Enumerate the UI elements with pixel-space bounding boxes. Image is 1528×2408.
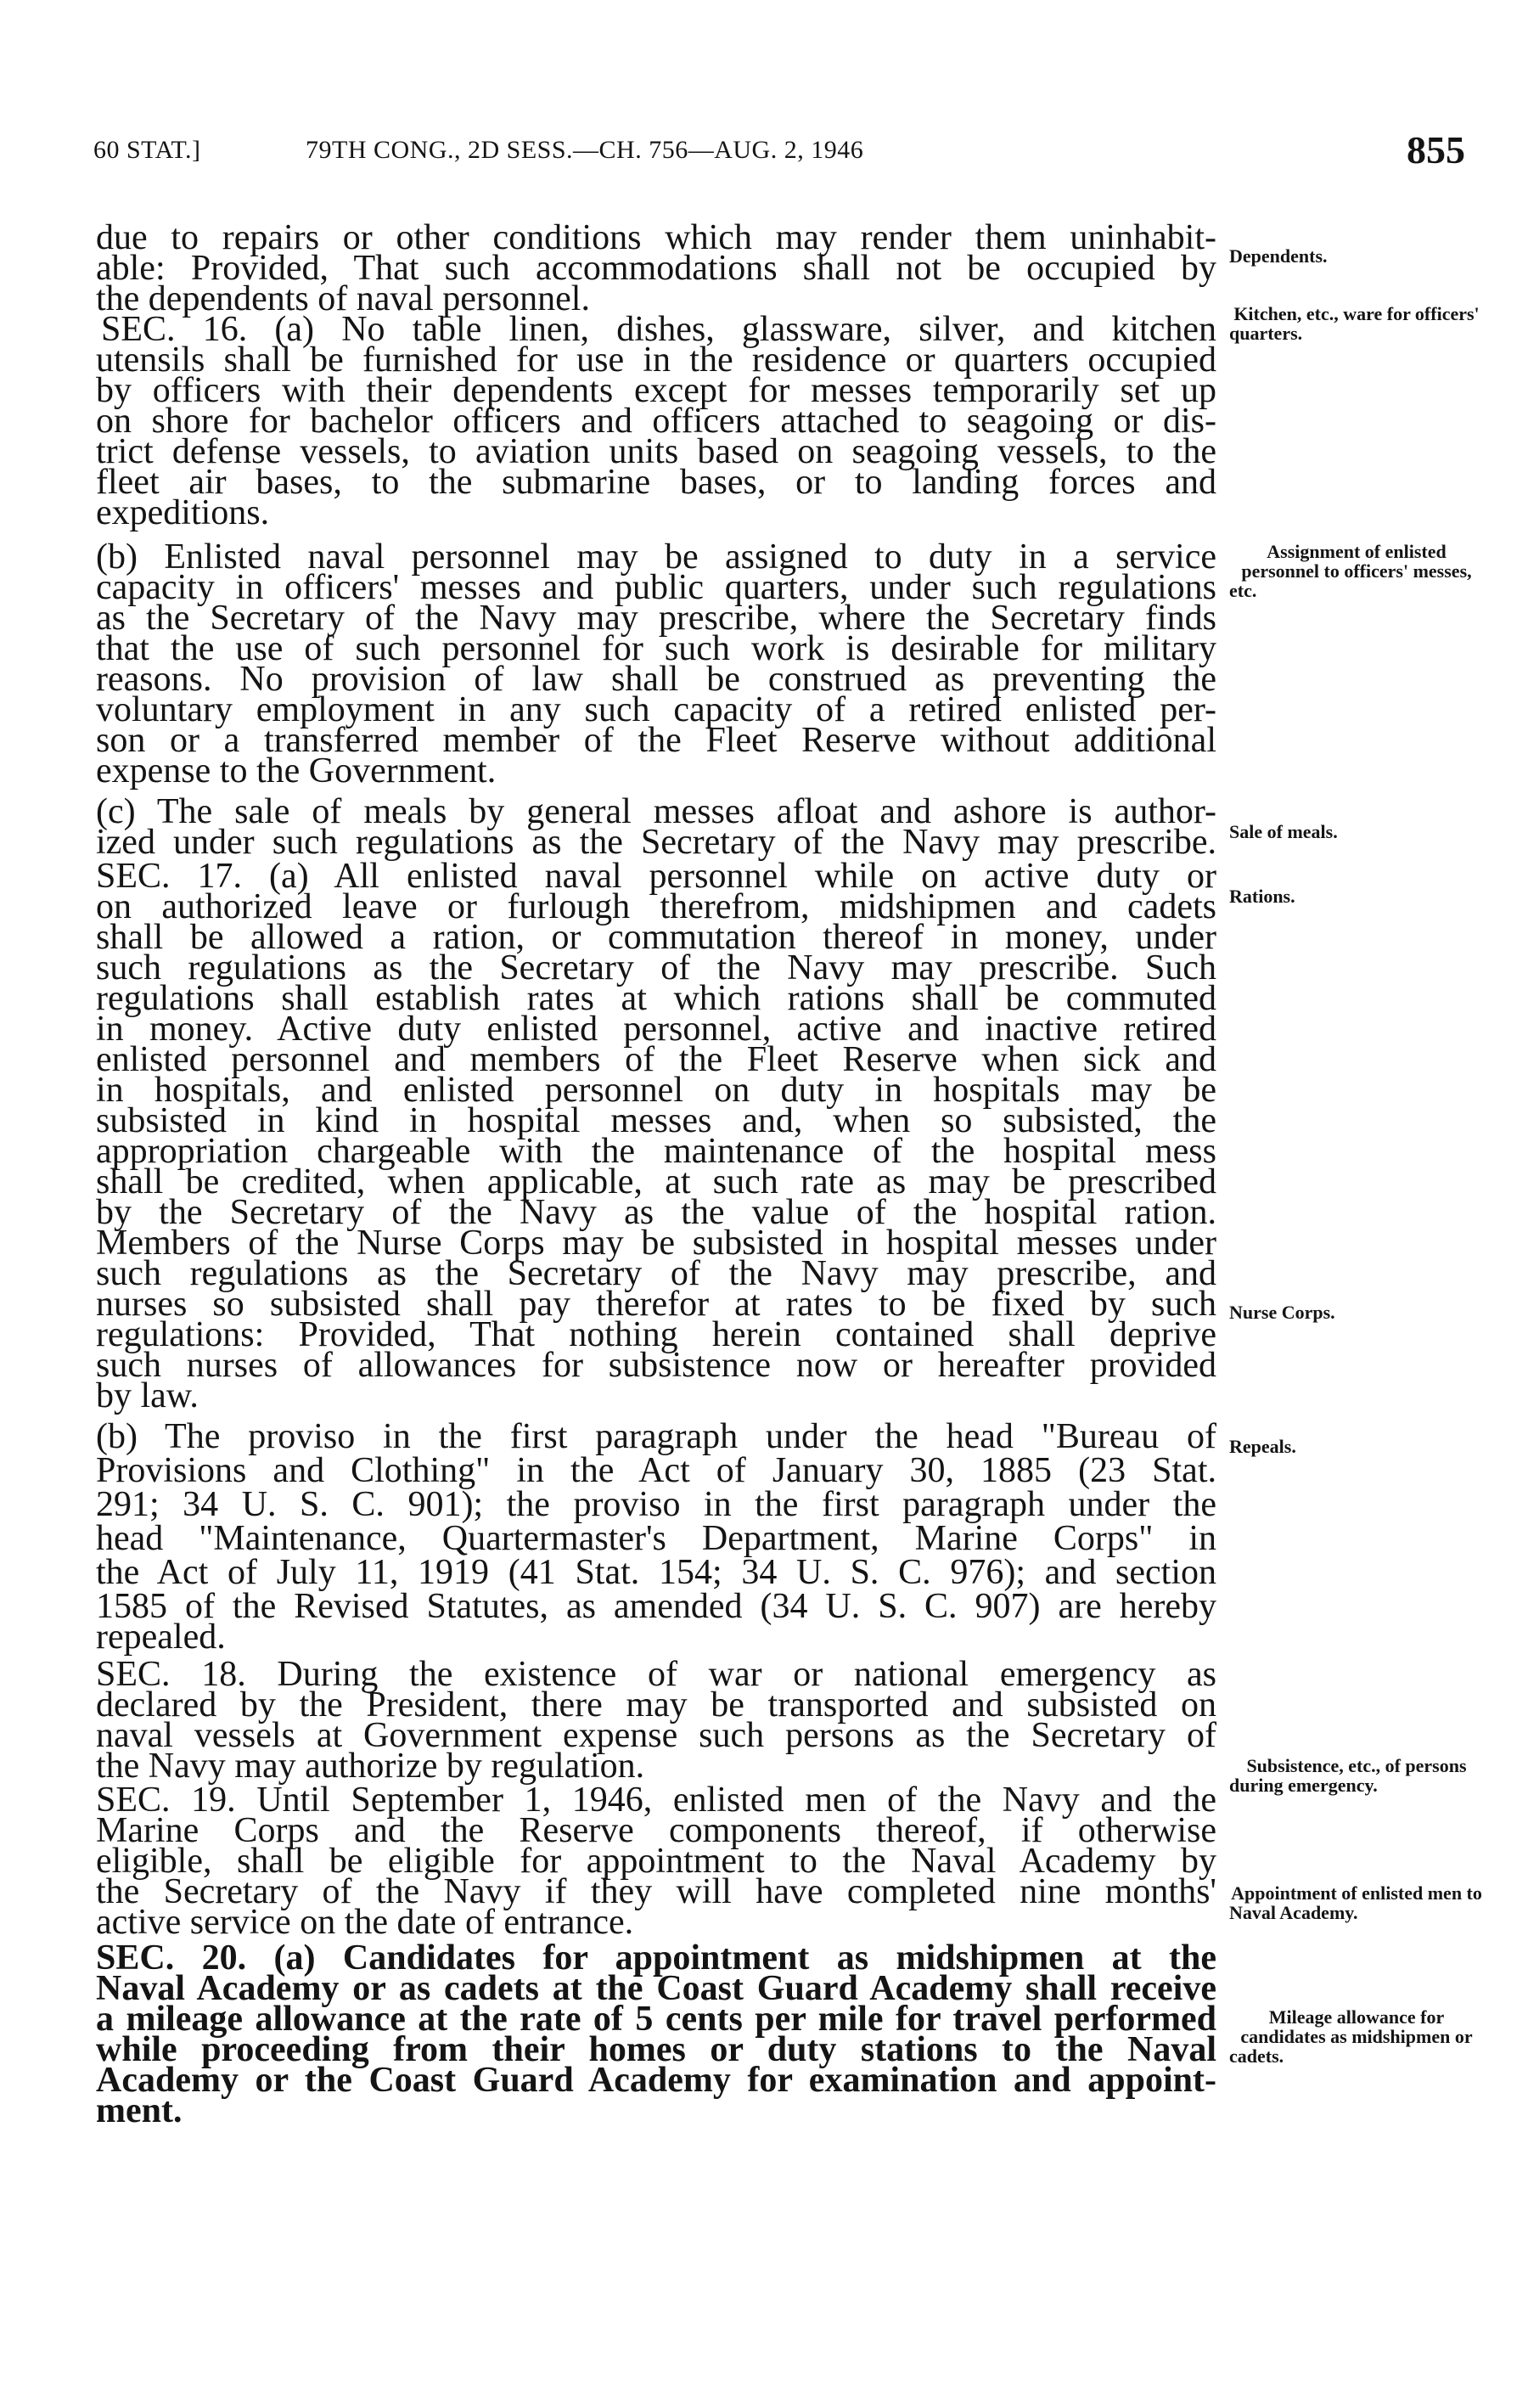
text-line: SEC. 18. During the existence of war or national emergency as [96,1655,1216,1694]
text-line: the Navy may authorize by regulation. [96,1747,645,1786]
text-line: naval vessels at Government expense such persons as the Secretary of [96,1716,1216,1755]
text-line: (c) The sale of meals by general messes afloat and ashore is author- [96,792,1216,831]
text-line: SEC. 17. (a) All enlisted naval personnel while on active duty or [96,857,1216,896]
text-line: expeditions. [96,493,270,532]
text-line: such regulations as the Secretary of the Navy may prescribe. Such [96,948,1216,987]
margin-note-kitchen-ware: Kitchen, etc., ware for officers' quarters. [1229,303,1480,344]
text-line: the dependents of naval personnel. [96,279,590,318]
margin-note-appointment: Appointment of enlisted men to Naval Academy. [1229,1882,1482,1923]
text-line: able: Provided, That such accommodations shall not be occupied by [96,249,1216,288]
text-line: regulations: Provided, That nothing herein contained shall deprive [96,1315,1216,1354]
margin-note-subsistence: Subsistence, etc., of persons during emergency. [1229,1755,1467,1796]
statute-volume: 60 STAT.] [93,136,201,164]
text-line: the Act of July 11, 1919 (41 Stat. 154; 34 U. S. C. 976); and section [96,1553,1216,1592]
page-header [93,127,1465,170]
text-line: utensils shall be furnished for use in the residence or quarters occupied [96,340,1216,380]
page-number: 855 [1407,128,1465,172]
text-line: SEC. 19. Until September 1, 1946, enlisted men of the Navy and the [96,1781,1216,1820]
margin-note-sale-of-meals: Sale of meals. [1229,821,1338,842]
session-citation: 79TH CONG., 2D SESS.—CH. 756—AUG. 2, 1946 [306,136,864,164]
text-line: subsisted in kind in hospital messes and, when so subsisted, the [96,1101,1216,1140]
text-line: repealed. [96,1618,226,1657]
margin-note-dependents: Dependents. [1229,245,1328,267]
text-line: by officers with their dependents except for messes temporarily set up [96,371,1216,410]
text-line: Academy or the Coast Guard Academy for examination and appoint- [96,2061,1216,2100]
text-line: capacity in officers' messes and public quarters, under such regulations [96,568,1216,607]
text-line: Marine Corps and the Reserve components thereof, if otherwise [96,1811,1216,1850]
text-line: reasons. No provision of law shall be construed as preventing the [96,660,1216,699]
text-line: SEC. 20. (a) Candidates for appointment as midshipmen at the [96,1938,1216,1978]
text-line: a mileage allowance at the rate of 5 cents per mile for travel performed [96,2000,1216,2039]
text-line: expense to the Government. [96,751,497,790]
text-line: trict defense vessels, to aviation units based on seagoing vessels, to the [96,432,1216,471]
text-line: eligible, shall be eligible for appointment to the Naval Academy by [96,1842,1216,1881]
text-line: head "Maintenance, Quartermaster's Department, Marine Corps" in [96,1519,1216,1558]
text-line: as the Secretary of the Navy may prescribe, where the Secretary finds [96,599,1216,638]
text-line: regulations shall establish rates at which rations shall be commuted [96,979,1216,1018]
text-line: Members of the Nurse Corps may be subsisted in hospital messes under [96,1224,1216,1263]
text-line: nurses so subsisted shall pay therefor at rates to be fixed by such [96,1285,1216,1324]
text-line: due to repairs or other conditions which may render them uninhabit- [96,218,1216,257]
text-line: on shore for bachelor officers and officers attached to seagoing or dis- [96,402,1216,441]
text-line: while proceeding from their homes or duty stations to the Naval [96,2030,1216,2069]
margin-note-mileage: Mileage allowance for candidates as midshipmen or cadets. [1229,2006,1473,2067]
text-line: that the use of such personnel for such work is desirable for military [96,629,1216,668]
text-line: such regulations as the Secretary of the Navy may prescribe, and [96,1254,1216,1293]
text-line: Naval Academy or as cadets at the Coast Guard Academy shall receive [96,1969,1216,2008]
text-line: such nurses of allowances for subsistence now or hereafter provided [96,1346,1216,1385]
margin-note-nurse-corps: Nurse Corps. [1229,1302,1335,1323]
text-line: in hospitals, and enlisted personnel on duty in hospitals may be [96,1071,1216,1110]
text-line: by law. [96,1376,199,1415]
text-line: active service on the date of entrance. [96,1903,634,1942]
text-line: shall be credited, when applicable, at such rate as may be prescribed [96,1162,1216,1201]
text-line: SEC. 16. (a) No table linen, dishes, glassware, silver, and kitchen [101,310,1216,349]
text-line: (b) The proviso in the first paragraph under the head "Bureau of [96,1417,1216,1456]
text-line: shall be allowed a ration, or commutation thereof in money, under [96,918,1216,957]
text-line: voluntary employment in any such capacity of a retired enlisted per- [96,690,1216,729]
text-line: (b) Enlisted naval personnel may be assigned to duty in a service [96,537,1216,577]
text-line: declared by the President, there may be transported and subsisted on [96,1685,1216,1724]
text-line: enlisted personnel and members of the Fleet Reserve when sick and [96,1040,1216,1079]
text-line: ment. [96,2091,183,2130]
margin-note-repeals: Repeals. [1229,1436,1296,1457]
text-line: by the Secretary of the Navy as the value of the hospital ration. [96,1193,1216,1232]
margin-note-rations: Rations. [1229,886,1295,907]
text-line: son or a transferred member of the Fleet Reserve without additional [96,721,1216,760]
text-line: 1585 of the Revised Statutes, as amended (34 U. S. C. 907) are hereby [96,1587,1216,1626]
text-line: the Secretary of the Navy if they will have completed nine months' [96,1872,1216,1911]
margin-note-assignment: Assignment of enlisted personnel to officers' messes, etc. [1229,541,1472,601]
text-line: 291; 34 U. S. C. 901); the proviso in the first paragraph under the [96,1485,1216,1524]
text-line: on authorized leave or furlough therefrom, midshipmen and cadets [96,887,1216,926]
text-line: Provisions and Clothing" in the Act of January 30, 1885 (23 Stat. [96,1451,1216,1490]
text-line: in money. Active duty enlisted personnel, active and inactive retired [96,1010,1216,1049]
text-line: fleet air bases, to the submarine bases, or to landing forces and [96,463,1216,502]
text-line: appropriation chargeable with the maintenance of the hospital mess [96,1132,1216,1171]
text-line: ized under such regulations as the Secretary of the Navy may prescribe. [96,823,1216,862]
